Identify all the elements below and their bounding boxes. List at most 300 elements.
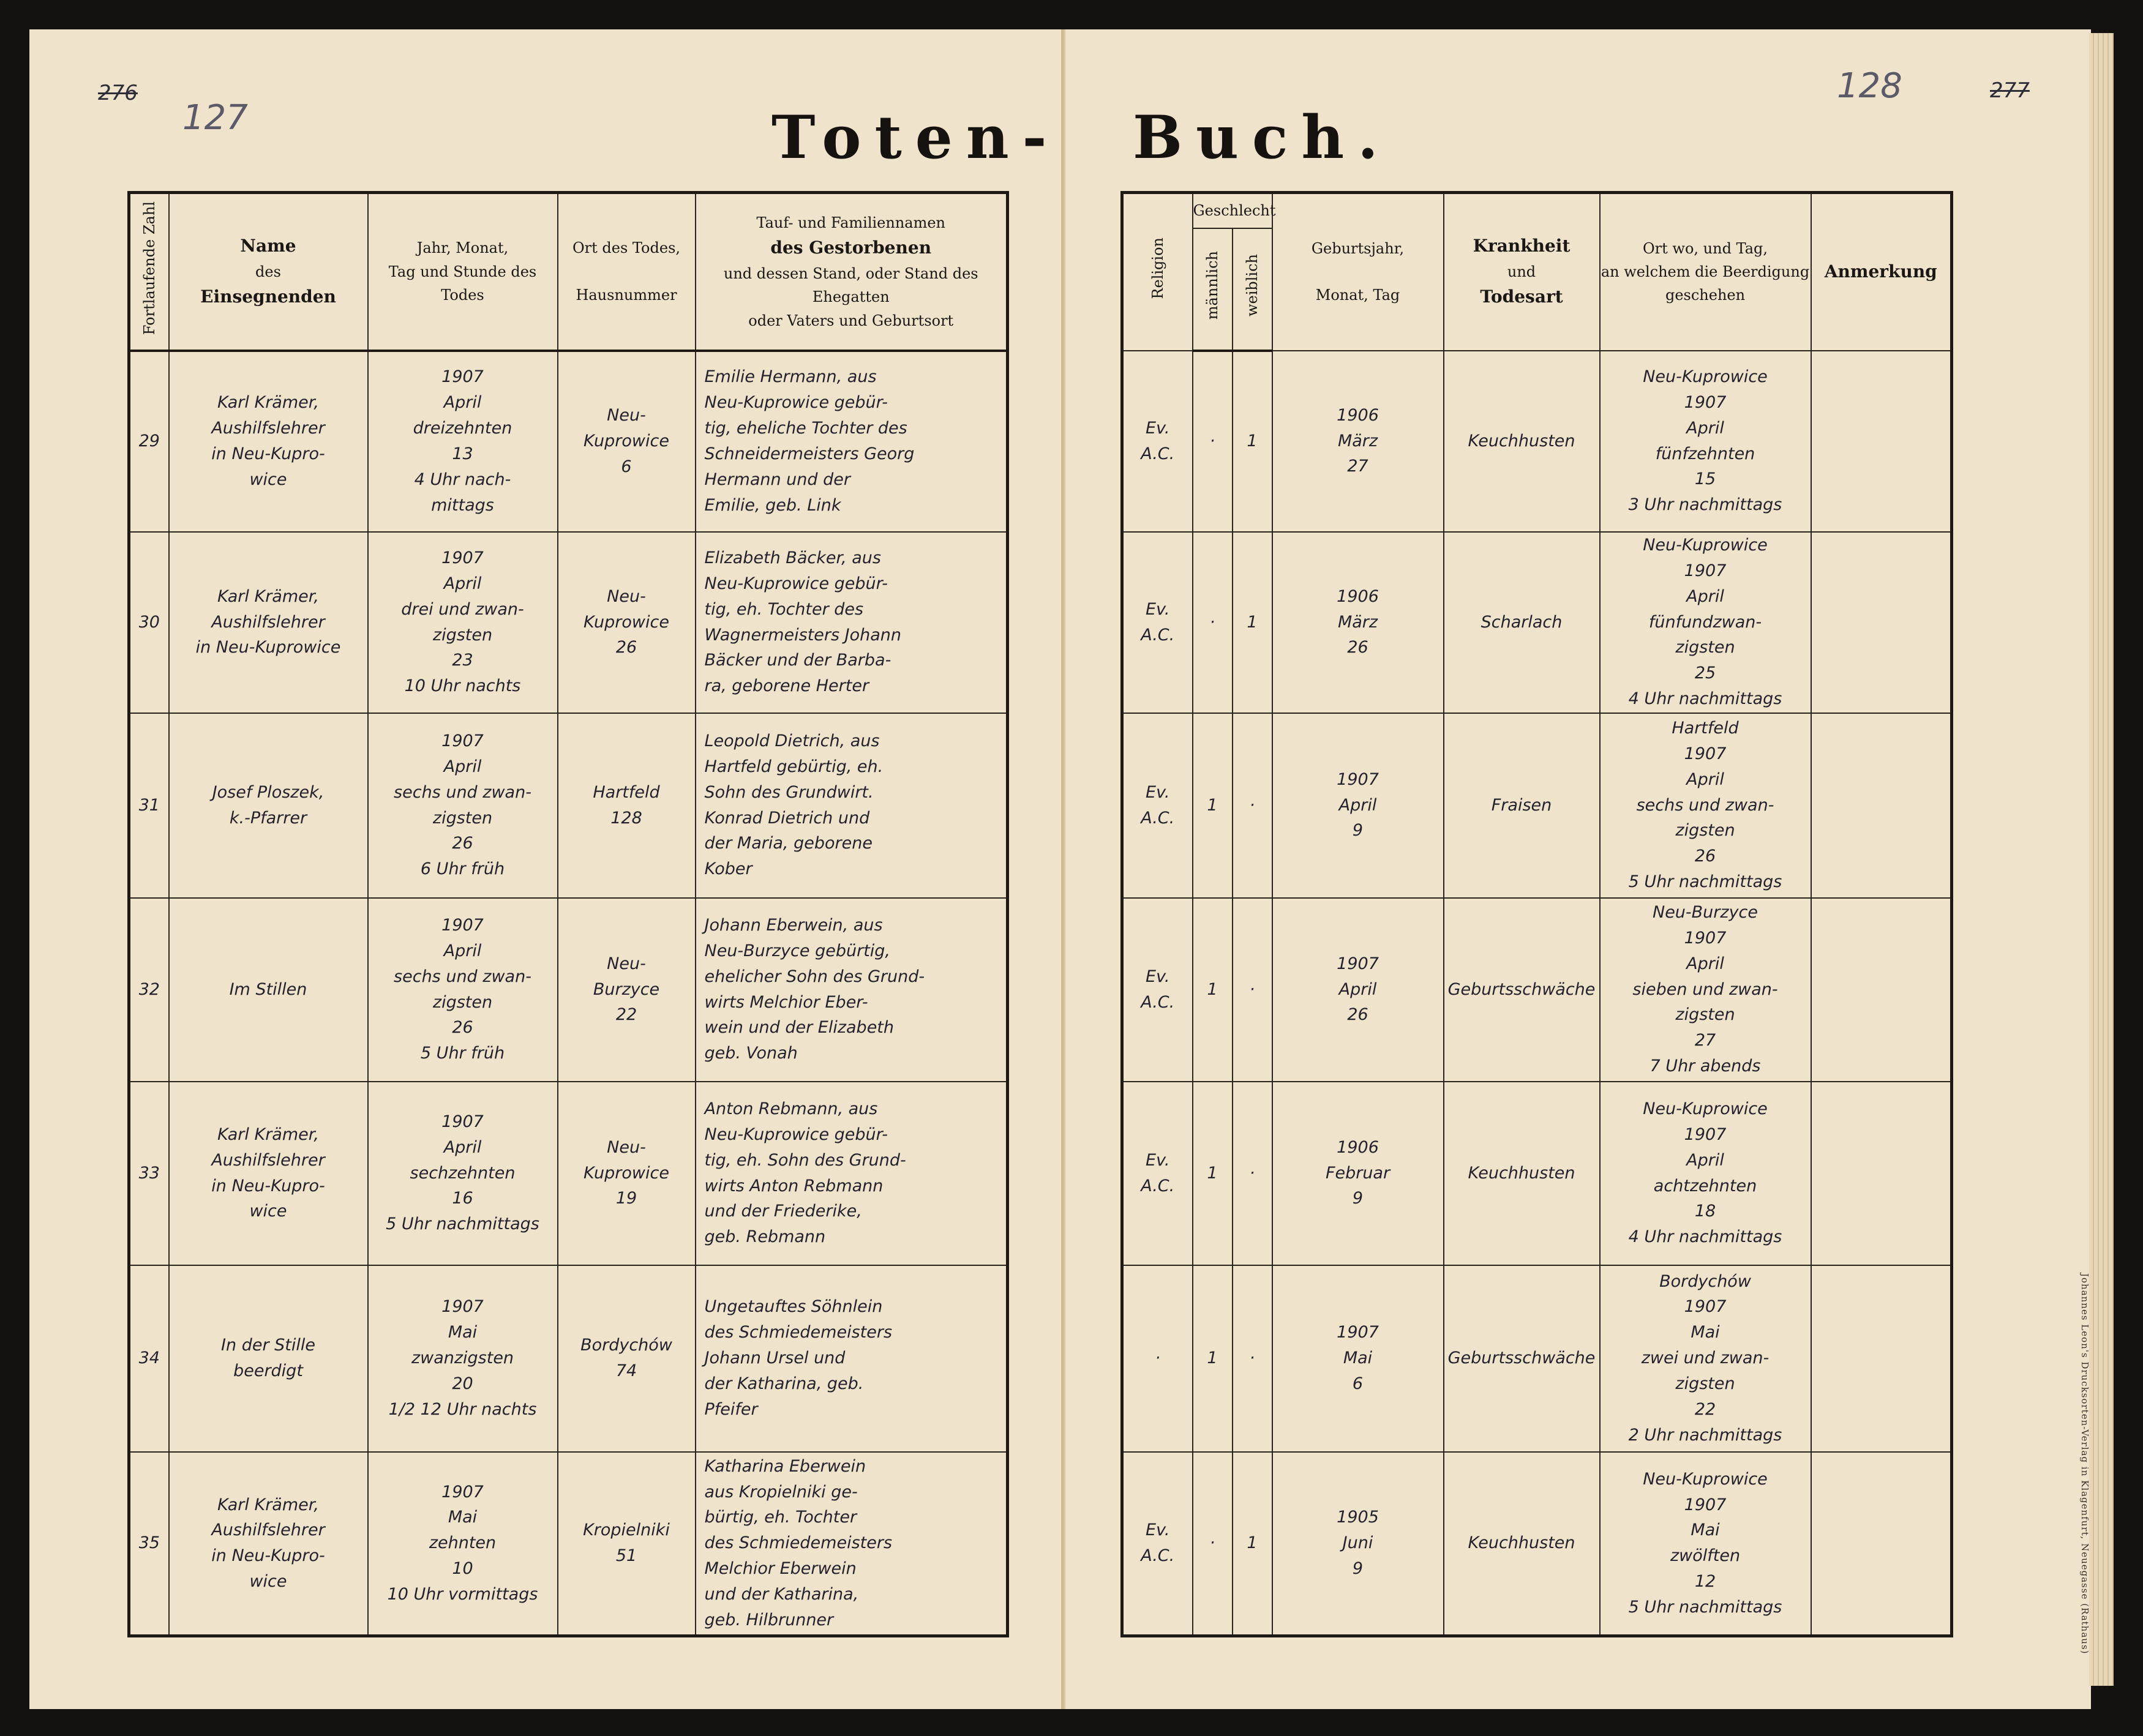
deceased-details-line: und der Katharina,: [704, 1585, 859, 1604]
religion: [1122, 1082, 1193, 1265]
date-of-death-line: 16: [452, 1189, 473, 1208]
officiant-name: [169, 1452, 368, 1636]
header-remarks: Anmerkung: [1811, 193, 1952, 351]
burial-details-line: 1907: [1684, 744, 1727, 763]
sex-female: ·: [1233, 1082, 1272, 1265]
birth-date-line: 9: [1352, 821, 1364, 840]
deceased-details-line: wirts Anton Rebmann: [704, 1176, 884, 1195]
title-left: Toten-: [771, 103, 1060, 172]
birth-date-line: April: [1338, 795, 1377, 815]
date-of-death: [368, 1452, 558, 1636]
place-of-death-line: Burzyce: [593, 979, 660, 999]
burial-details-line: 1907: [1684, 1124, 1727, 1144]
burial-details-line: achtzehnten: [1653, 1176, 1757, 1195]
burial-details-line: Neu-Kuprowice: [1643, 1469, 1768, 1489]
remarks: [1811, 532, 1952, 713]
deceased-details-line: der Maria, geborene: [704, 834, 873, 853]
date-of-death-line: 13: [452, 444, 473, 463]
deceased-details-line: Pfeifer: [704, 1399, 758, 1419]
header-sex: Geschlecht: [1193, 193, 1272, 228]
place-of-death-line: Kropielniki: [583, 1521, 670, 1540]
entry-number: 29: [129, 351, 169, 532]
illness: Scharlach: [1444, 532, 1600, 713]
burial-details: [1600, 898, 1811, 1082]
illness: Geburtsschwäche: [1444, 898, 1600, 1082]
header-male: männlich: [1193, 228, 1233, 351]
date-of-death-line: 26: [452, 1018, 473, 1038]
date-of-death-line: 23: [452, 651, 473, 670]
date-of-death-line: zigsten: [432, 808, 493, 828]
deceased-details-line: Kober: [704, 859, 752, 879]
birth-date-line: 1906: [1337, 405, 1379, 425]
officiant-name-line: in Neu-Kuprowice: [195, 638, 341, 657]
sex-male: 1: [1193, 713, 1233, 898]
officiant-name-line: wice: [249, 1572, 287, 1592]
table-row: [1122, 1082, 1952, 1265]
deceased-details-line: Emilie Hermann, aus: [704, 367, 877, 387]
birth-date-line: 26: [1347, 1005, 1368, 1025]
deceased-details-line: tig, eh. Sohn des Grund-: [704, 1150, 906, 1170]
entry-number: 35: [129, 1452, 169, 1636]
date-of-death-line: 26: [452, 834, 473, 853]
date-of-death-line: 10: [452, 1559, 473, 1579]
deceased-details-line: ra, geborene Herter: [704, 676, 869, 696]
deceased-details-line: geb. Hilbrunner: [704, 1610, 834, 1629]
remarks: [1811, 1082, 1952, 1265]
deceased-details-line: aus Kropielniki ge-: [704, 1482, 858, 1502]
burial-details-line: 26: [1694, 847, 1716, 866]
table-row: [129, 898, 1008, 1082]
officiant-name-line: beerdigt: [233, 1361, 303, 1380]
religion: [1122, 351, 1193, 532]
deceased-details-line: der Katharina, geb.: [704, 1374, 864, 1393]
burial-details-line: Hartfeld: [1672, 719, 1739, 738]
table-row: [1122, 898, 1952, 1082]
officiant-name-line: Aushilfslehrer: [211, 1150, 325, 1170]
place-of-death-line: Neu-: [607, 954, 646, 973]
religion: [1122, 898, 1193, 1082]
table-row: [129, 1452, 1008, 1636]
date-of-death-line: drei und zwan-: [401, 599, 524, 619]
sex-male: 1: [1193, 1082, 1233, 1265]
date-of-death-line: 1907: [441, 1482, 484, 1502]
burial-details-line: 1907: [1684, 1297, 1727, 1317]
date-of-death-line: zigsten: [432, 625, 493, 645]
date-of-death: [368, 532, 558, 713]
birth-date: [1272, 898, 1444, 1082]
deceased-details-line: bürtig, eh. Tochter: [704, 1508, 857, 1527]
burial-details-line: 5 Uhr nachmittags: [1628, 872, 1782, 892]
deceased-details-line: Wagnermeisters Johann: [704, 625, 902, 645]
birth-date-line: 1905: [1337, 1508, 1379, 1527]
table-row: [129, 1082, 1008, 1265]
date-of-death-line: 5 Uhr früh: [420, 1044, 505, 1063]
place-of-death-line: Kuprowice: [584, 612, 669, 632]
page-edges: [2089, 33, 2114, 1686]
date-of-death: [368, 898, 558, 1082]
burial-details-line: fünfzehnten: [1655, 444, 1755, 463]
header-religion: Religion: [1122, 193, 1193, 351]
header-deceased: Tauf- und Familiennamen des Gestorbenen und dessen Stand, oder Stand des Ehegatten oder Vaters und Geburtsort: [696, 193, 1008, 351]
entry-number: 31: [129, 713, 169, 898]
religion: [1122, 1265, 1193, 1452]
burial-details: [1600, 1082, 1811, 1265]
table-row: [129, 351, 1008, 532]
table-row: [1122, 1452, 1952, 1636]
religion-line: Ev.: [1146, 1521, 1170, 1540]
date-of-death: [368, 713, 558, 898]
deceased-details-line: des Schmiedemeisters: [704, 1533, 893, 1553]
burial-details-line: Neu-Kuprowice: [1643, 1099, 1768, 1118]
date-of-death: [368, 1265, 558, 1452]
burial-details-line: Neu-Burzyce: [1653, 903, 1758, 922]
date-of-death-line: 20: [452, 1374, 473, 1393]
table-row: [1122, 713, 1952, 898]
deceased-details-line: Johann Ursel und: [704, 1349, 846, 1368]
officiant-name-line: wice: [249, 1202, 287, 1221]
illness: Fraisen: [1444, 713, 1600, 898]
deceased-details-line: wirts Melchior Eber-: [704, 992, 868, 1012]
deceased-details-line: ehelicher Sohn des Grund-: [704, 967, 925, 986]
burial-details: [1600, 713, 1811, 898]
place-of-death-line: 22: [615, 1005, 637, 1025]
birth-date: [1272, 351, 1444, 532]
officiant-name: [169, 713, 368, 898]
birth-date: [1272, 1082, 1444, 1265]
religion-line: Ev.: [1146, 1150, 1170, 1170]
table-row: [129, 1265, 1008, 1452]
burial-details-line: April: [1686, 769, 1724, 789]
burial-details-line: zigsten: [1675, 821, 1735, 840]
place-of-death-line: 51: [615, 1546, 637, 1566]
religion-line: ·: [1155, 1349, 1161, 1368]
burial-details-line: Bordychów: [1659, 1271, 1751, 1291]
birth-date-line: 6: [1352, 1374, 1364, 1393]
deceased-details-line: Anton Rebmann, aus: [704, 1099, 878, 1118]
folio-number-left: 127: [182, 98, 248, 138]
birth-date: [1272, 532, 1444, 713]
place-of-death-line: 6: [621, 457, 632, 476]
header-date-of-death: Jahr, Monat, Tag und Stunde des Todes: [368, 193, 558, 351]
birth-date-line: 1906: [1337, 1137, 1379, 1157]
sex-male: ·: [1193, 1452, 1233, 1636]
date-of-death-line: 1907: [441, 548, 484, 567]
place-of-death-line: Kuprowice: [584, 1163, 669, 1183]
place-of-death-line: 128: [610, 808, 642, 828]
deceased-details-line: Johann Eberwein, aus: [704, 915, 883, 935]
place-of-death-line: 19: [615, 1189, 637, 1208]
sex-female: ·: [1233, 1265, 1272, 1452]
deceased-details-line: Neu-Kuprowice gebür-: [704, 393, 888, 413]
deceased-details-line: Neu-Burzyce gebürtig,: [704, 941, 890, 960]
place-of-death-line: Kuprowice: [584, 432, 669, 451]
deceased-details-line: Konrad Dietrich und: [704, 808, 870, 828]
table-row: [1122, 1265, 1952, 1452]
place-of-death: [558, 351, 696, 532]
burial-details-line: Neu-Kuprowice: [1643, 536, 1768, 555]
burial-details: [1600, 1452, 1811, 1636]
birth-date-line: März: [1337, 431, 1378, 451]
birth-date: [1272, 1265, 1444, 1452]
illness: Keuchhusten: [1444, 1082, 1600, 1265]
burial-details-line: 1907: [1684, 561, 1727, 580]
officiant-name-line: Aushilfslehrer: [211, 419, 325, 438]
religion-line: A.C.: [1141, 1546, 1175, 1566]
deceased-details-line: Hartfeld gebürtig, eh.: [704, 757, 884, 776]
deceased-details-line: wein und der Elizabeth: [704, 1018, 894, 1038]
folio-number-right: 128: [1837, 66, 1902, 106]
religion-line: Ev.: [1146, 782, 1170, 802]
header-female: weiblich: [1233, 228, 1272, 351]
deceased-details-line: Schneidermeisters Georg: [704, 444, 915, 463]
birth-date-line: 26: [1347, 638, 1368, 657]
religion-line: Ev.: [1146, 599, 1170, 619]
burial-details-line: 22: [1694, 1399, 1716, 1419]
deceased-details-line: Neu-Kuprowice gebür-: [704, 574, 888, 593]
sex-female: ·: [1233, 898, 1272, 1082]
illness: Keuchhusten: [1444, 351, 1600, 532]
death-register-left-table: [127, 191, 1009, 1637]
officiant-name-line: in Neu-Kupro-: [211, 1176, 325, 1195]
officiant-name-line: k.-Pfarrer: [229, 808, 307, 828]
place-of-death-line: Bordychów: [580, 1336, 672, 1355]
burial-details-line: zwölften: [1670, 1546, 1741, 1566]
title-right: Buch.: [1133, 103, 1392, 172]
burial-details-line: zigsten: [1675, 638, 1735, 657]
place-of-death: [558, 1265, 696, 1452]
burial-details-line: 5 Uhr nachmittags: [1628, 1597, 1782, 1617]
date-of-death-line: 1907: [441, 367, 484, 387]
date-of-death-line: dreizehnten: [413, 419, 512, 438]
officiant-name-line: Karl Krämer,: [217, 586, 319, 606]
place-of-death-line: 74: [615, 1361, 637, 1380]
date-of-death-line: April: [443, 1137, 482, 1157]
birth-date-line: Juni: [1342, 1533, 1373, 1553]
burial-details-line: zigsten: [1675, 1374, 1735, 1393]
officiant-name: [169, 532, 368, 713]
officiant-name-line: Karl Krämer,: [217, 1124, 319, 1144]
religion: [1122, 1452, 1193, 1636]
sex-male: ·: [1193, 351, 1233, 532]
entry-number: 32: [129, 898, 169, 1082]
date-of-death-line: Mai: [448, 1508, 478, 1527]
officiant-name-line: Karl Krämer,: [217, 393, 319, 413]
date-of-death-line: 1907: [441, 915, 484, 935]
date-of-death-line: April: [443, 757, 482, 776]
sex-female: 1: [1233, 1452, 1272, 1636]
deceased-details-line: Bäcker und der Barba-: [704, 651, 891, 670]
burial-details-line: 27: [1694, 1031, 1716, 1050]
officiant-name: [169, 1265, 368, 1452]
deceased-details-line: und der Friederike,: [704, 1202, 862, 1221]
date-of-death-line: April: [443, 393, 482, 413]
entry-number: 30: [129, 532, 169, 713]
burial-details-line: zwei und zwan-: [1641, 1349, 1770, 1368]
date-of-death: [368, 351, 558, 532]
remarks: [1811, 1265, 1952, 1452]
officiant-name-line: in Neu-Kupro-: [211, 1546, 325, 1566]
officiant-name-line: Im Stillen: [229, 979, 307, 999]
date-of-death-line: 10 Uhr vormittags: [387, 1585, 538, 1604]
religion-line: Ev.: [1146, 967, 1170, 986]
date-of-death-line: April: [443, 941, 482, 960]
officiant-name-line: Aushilfslehrer: [211, 612, 325, 632]
deceased-details-line: Hermann und der: [704, 470, 850, 489]
birth-date-line: 1907: [1337, 1323, 1379, 1342]
sex-female: ·: [1233, 713, 1272, 898]
deceased-details-line: tig, eheliche Tochter des: [704, 419, 907, 438]
deceased-details: [696, 713, 1008, 898]
date-of-death-line: sechzehnten: [410, 1163, 516, 1183]
date-of-death-line: 4 Uhr nach-: [414, 470, 511, 489]
burial-details-line: April: [1686, 1150, 1724, 1170]
religion-line: A.C.: [1141, 444, 1175, 463]
date-of-death-line: 1907: [441, 731, 484, 750]
burial-details-line: April: [1686, 954, 1724, 973]
burial-details: [1600, 532, 1811, 713]
date-of-death-line: zehnten: [429, 1533, 497, 1553]
stamp-number-right: 277: [1990, 78, 2030, 103]
header-name: Name des Einsegnenden: [169, 193, 368, 351]
deceased-details: [696, 1265, 1008, 1452]
birth-date-line: April: [1338, 979, 1377, 999]
date-of-death-line: 1907: [441, 1112, 484, 1131]
deceased-details-line: Emilie, geb. Link: [704, 495, 841, 515]
sex-female: 1: [1233, 532, 1272, 713]
officiant-name: [169, 898, 368, 1082]
burial-details-line: 18: [1694, 1202, 1716, 1221]
date-of-death-line: 10 Uhr nachts: [404, 676, 521, 696]
officiant-name: [169, 351, 368, 532]
birth-date: [1272, 1452, 1444, 1636]
birth-date-line: 27: [1347, 457, 1368, 476]
burial-details: [1600, 351, 1811, 532]
date-of-death-line: sechs und zwan-: [394, 782, 531, 802]
entry-number: 34: [129, 1265, 169, 1452]
deceased-details-line: Neu-Kuprowice gebür-: [704, 1124, 888, 1144]
deceased-details: [696, 532, 1008, 713]
burial-details-line: fünfundzwan-: [1648, 612, 1762, 632]
burial-details: [1600, 1265, 1811, 1452]
burial-details-line: 3 Uhr nachmittags: [1628, 495, 1782, 515]
date-of-death-line: zwanzigsten: [411, 1349, 514, 1368]
date-of-death-line: 5 Uhr nachmittags: [386, 1214, 539, 1234]
date-of-death-line: sechs und zwan-: [394, 967, 531, 986]
deceased-details-line: geb. Vonah: [704, 1044, 798, 1063]
header-place-of-death: Ort des Todes, Hausnummer: [558, 193, 696, 351]
sex-female: 1: [1233, 351, 1272, 532]
illness: Keuchhusten: [1444, 1452, 1600, 1636]
birth-date-line: Mai: [1343, 1349, 1373, 1368]
place-of-death: [558, 713, 696, 898]
burial-details-line: 12: [1694, 1572, 1716, 1592]
birth-date-line: 9: [1352, 1559, 1364, 1579]
place-of-death-line: 26: [615, 638, 637, 657]
officiant-name: [169, 1082, 368, 1265]
deceased-details: [696, 1082, 1008, 1265]
sex-male: 1: [1193, 1265, 1233, 1452]
burial-details-line: April: [1686, 586, 1724, 606]
table-row: [1122, 532, 1952, 713]
officiant-name-line: In der Stille: [221, 1336, 315, 1355]
place-of-death: [558, 1452, 696, 1636]
header-illness: Krankheit und Todesart: [1444, 193, 1600, 351]
birth-date-line: 1907: [1337, 954, 1379, 973]
remarks: [1811, 898, 1952, 1082]
burial-details-line: 1907: [1684, 1495, 1727, 1514]
publisher-imprint: Johannes Leon's Drucksorten-Verlag in Klagenfurt, Neuegasse (Rathaus): [2079, 1273, 2090, 1655]
officiant-name-line: in Neu-Kupro-: [211, 444, 325, 463]
remarks: [1811, 351, 1952, 532]
burial-details-line: 1907: [1684, 392, 1727, 412]
illness: Geburtsschwäche: [1444, 1265, 1600, 1452]
officiant-name-line: Karl Krämer,: [217, 1495, 319, 1514]
burial-details-line: 2 Uhr nachmittags: [1628, 1425, 1782, 1445]
officiant-name-line: Josef Ploszek,: [212, 782, 325, 802]
entry-number: 33: [129, 1082, 169, 1265]
burial-details-line: zigsten: [1675, 1005, 1735, 1025]
deceased-details-line: Sohn des Grundwirt.: [704, 782, 874, 802]
date-of-death-line: April: [443, 574, 482, 593]
table-row: [129, 713, 1008, 898]
place-of-death-line: Neu-: [607, 406, 646, 425]
religion-line: A.C.: [1141, 625, 1175, 645]
sex-male: 1: [1193, 898, 1233, 1082]
burial-details-line: 1907: [1684, 928, 1727, 948]
remarks: [1811, 1452, 1952, 1636]
header-serial-number: Fortlaufende Zahl: [129, 193, 169, 351]
burial-details-line: April: [1686, 418, 1724, 438]
burial-details-line: Mai: [1691, 1521, 1720, 1540]
header-burial: Ort wo, und Tag, an welchem die Beerdigung geschehen: [1600, 193, 1811, 351]
birth-date-line: 1906: [1337, 586, 1379, 606]
table-row: [1122, 351, 1952, 532]
burial-details-line: 15: [1694, 470, 1716, 489]
deceased-details-line: Katharina Eberwein: [704, 1456, 866, 1476]
burial-details-line: 4 Uhr nachmittags: [1628, 1227, 1782, 1247]
date-of-death-line: 6 Uhr früh: [420, 859, 505, 879]
officiant-name-line: Aushilfslehrer: [211, 1521, 325, 1540]
religion-line: A.C.: [1141, 808, 1175, 828]
burial-details-line: Neu-Kuprowice: [1643, 367, 1768, 386]
deceased-details-line: Elizabeth Bäcker, aus: [704, 548, 881, 567]
place-of-death-line: Neu-: [607, 586, 646, 606]
burial-details-line: 25: [1694, 664, 1716, 683]
deceased-details: [696, 351, 1008, 532]
religion-line: Ev.: [1146, 418, 1170, 438]
date-of-death: [368, 1082, 558, 1265]
date-of-death-line: zigsten: [432, 992, 493, 1012]
deceased-details: [696, 1452, 1008, 1636]
birth-date: [1272, 713, 1444, 898]
religion: [1122, 713, 1193, 898]
place-of-death: [558, 898, 696, 1082]
place-of-death-line: Neu-: [607, 1137, 646, 1157]
deceased-details-line: Ungetauftes Söhnlein: [704, 1297, 883, 1317]
sex-male: ·: [1193, 532, 1233, 713]
deceased-details-line: geb. Rebmann: [704, 1227, 826, 1247]
deceased-details-line: Leopold Dietrich, aus: [704, 731, 880, 750]
religion-line: A.C.: [1141, 1176, 1175, 1195]
birth-date-line: März: [1337, 612, 1378, 632]
remarks: [1811, 713, 1952, 898]
deceased-details-line: tig, eh. Tochter des: [704, 599, 864, 619]
birth-date-line: 9: [1352, 1189, 1364, 1208]
date-of-death-line: 1907: [441, 1297, 484, 1317]
death-register-right-table: [1120, 191, 1953, 1637]
religion: [1122, 532, 1193, 713]
birth-date-line: Februar: [1325, 1163, 1391, 1183]
